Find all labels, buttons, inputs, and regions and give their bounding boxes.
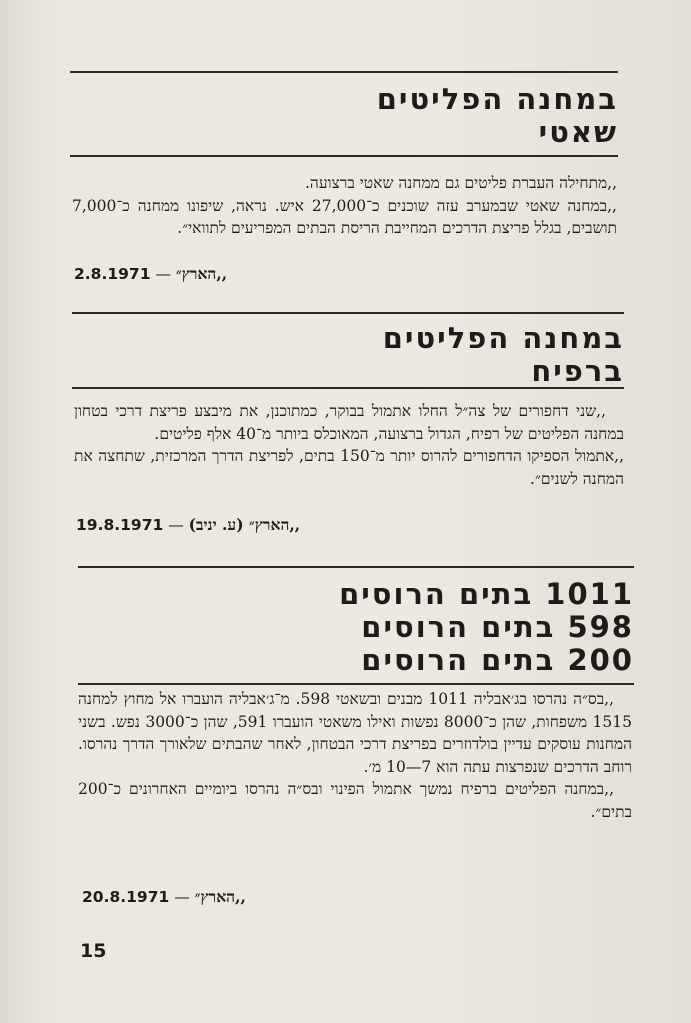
headline-line: 598 בתים הרוסים xyxy=(361,610,634,644)
article-2-credit: 19.8.1971 — ,,הארץ״ (ע. יניב) xyxy=(76,515,301,534)
headline-line: במחנה הפליטים xyxy=(376,82,618,116)
article-3-credit: 20.8.1971 — ,,הארץ״ xyxy=(82,887,246,906)
article-1-body xyxy=(72,172,617,240)
section-rule xyxy=(72,312,624,314)
headline-rule xyxy=(72,387,624,389)
article-2-headline xyxy=(72,322,624,388)
article-2-body xyxy=(74,400,624,490)
article-1-credit: 2.8.1971 — ,,הארץ״ xyxy=(74,264,228,283)
headline-rule xyxy=(70,155,618,157)
article-1-headline xyxy=(70,83,618,149)
credit-date: 2.8.1971 xyxy=(74,265,151,283)
paragraph: ,,בס״ה נהרסו בג׳אבליה 1011 מבנים ובשאטי 598. מ־ג׳אבליה הועברו אל מחוץ למחנה 1515 משפחות, שהן כ־8000 נפשות ואילו משאטי הועברו 591, שהן כ־3000 נפש. בשני המחנות עוסקים עדיין בולדוזרים בפריצת דרכי הבטחון, לאחר שהבתים שלאורך הדרך נהרסו. רוחב הדרכים שנפרצות עתה הוא 7—10 מ׳. xyxy=(78,690,632,776)
headline-line: במחנה הפליטים xyxy=(382,321,624,355)
credit-source: ,,הארץ״ xyxy=(194,887,246,906)
headline-line: 200 בתים הרוסים xyxy=(361,643,634,677)
headline-line: ברפיח xyxy=(531,354,624,388)
top-rule xyxy=(70,71,618,73)
headline-line: שאטי xyxy=(538,115,618,149)
credit-date: 20.8.1971 xyxy=(82,888,170,906)
headline-rule xyxy=(78,683,634,685)
credit-date: 19.8.1971 xyxy=(76,516,164,534)
credit-source: ,,הארץ״ (ע. יניב) xyxy=(188,515,301,534)
paragraph: ,,אתמול הספיקו הדחפורים להרוס יותר מ־150 בתים, לפריצת הדרך המרכזית, שתחצה את המחנה לשנים״. xyxy=(74,447,624,488)
article-3-body xyxy=(78,688,632,824)
credit-source: ,,הארץ״ xyxy=(175,264,228,283)
page-number: 15 xyxy=(80,940,107,962)
article-3-headline xyxy=(78,578,634,677)
section-rule xyxy=(78,566,634,568)
paragraph: ,,מתחילה העברת פליטים גם ממחנה שאטי ברצועה. xyxy=(305,174,617,192)
paragraph: ,,במחנה שאטי שבמערב עזה שוכנים כ־27,000 איש. נראה, שיפונו ממחנה כ־7,000 תושבים, בגלל פריצת הדרכים המחייבת הריסת הבתים המפריעים לתוואי״. xyxy=(72,196,617,237)
paragraph: ,,שני דחפורים של צה״ל החלו אתמול בבוקר, כמתוכנן, את מיבצע פריצת דרכי בטחון במחנה הפליטים של רפיח, הגדול ברצועה, המאוכלס ביותר מ־40 אלף פליטים. xyxy=(74,402,624,443)
headline-line: 1011 בתים הרוסים xyxy=(339,577,634,611)
paragraph: ,,במחנה הפליטים ברפיח נמשך אתמול הפינוי ובס״ה נהרסו ביומיים האחרונים כ־200 בתים״. xyxy=(78,780,632,821)
